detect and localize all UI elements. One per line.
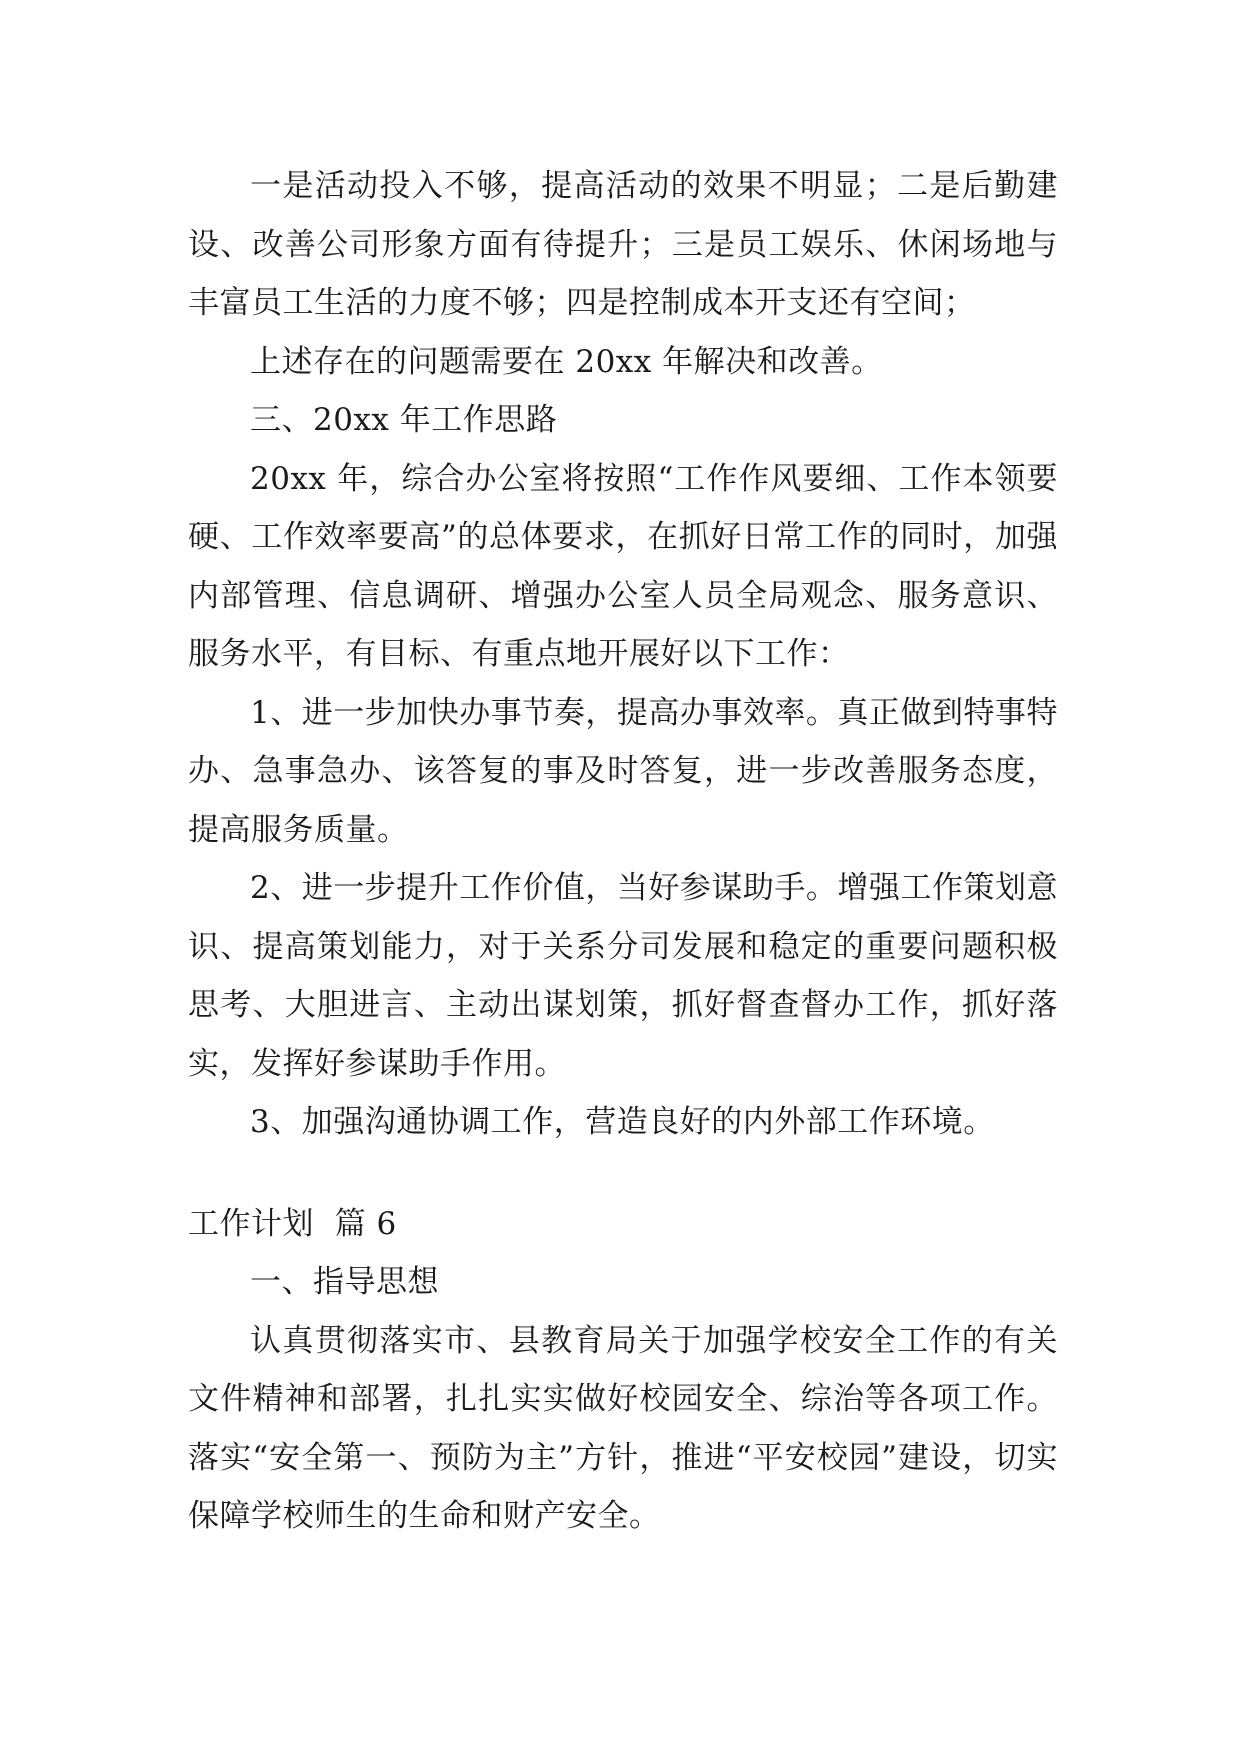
document-section-title: 工作计划 篇 6 — [188, 1205, 397, 1242]
paragraph-guiding-ideology: 认真贯彻落实市、县教育局关于加强学校安全工作的有关文件精神和部署，扎扎实实做好校园安全、综治等各项工作。落实“安全第一、预防为主”方针，推进“平安校园”建设，切实保障学校师生的生命和财产安全。 — [188, 1322, 1058, 1534]
section-heading-guiding-ideology: 一、指导思想 — [250, 1264, 439, 1300]
paragraph-problems-conclusion: 上述存在的问题需要在 20xx 年解决和改善。 — [250, 343, 883, 380]
paragraph-problems: 一是活动投入不够，提高活动的效果不明显；二是后勤建设、改善公司形象方面有待提升；三是员工娱乐、休闲场地与丰富员工生活的力度不够；四是控制成本开支还有空间； — [188, 168, 1058, 321]
paragraph-work-ideas-intro: 20xx 年，综合办公室将按照“工作作风要细、工作本领要硬、工作效率要高”的总体要求，在抓好日常工作的同时，加强内部管理、信息调研、增强办公室人员全局观念、服务意识、服务水平，有目标、有重点地开展好以下工作： — [188, 460, 1058, 672]
paragraph-item-1: 1、进一步加快办事节奏，提高办事效率。真正做到特事特办、急事急办、该答复的事及时答复，进一步改善服务态度，提高服务质量。 — [188, 694, 1058, 848]
section-heading-work-ideas: 三、20xx 年工作思路 — [250, 402, 558, 438]
paragraph-item-2: 2、进一步提升工作价值，当好参谋助手。增强工作策划意识、提高策划能力，对于关系分司发展和稳定的重要问题积极思考、大胆进言、主动出谋划策，抓好督查督办工作，抓好落实，发挥好参谋助手作用。 — [188, 870, 1058, 1082]
document-body — [188, 157, 1058, 1546]
section-spacer — [188, 1152, 1058, 1195]
paragraph-item-3: 3、加强沟通协调工作，营造良好的内外部工作环境。 — [250, 1104, 995, 1140]
